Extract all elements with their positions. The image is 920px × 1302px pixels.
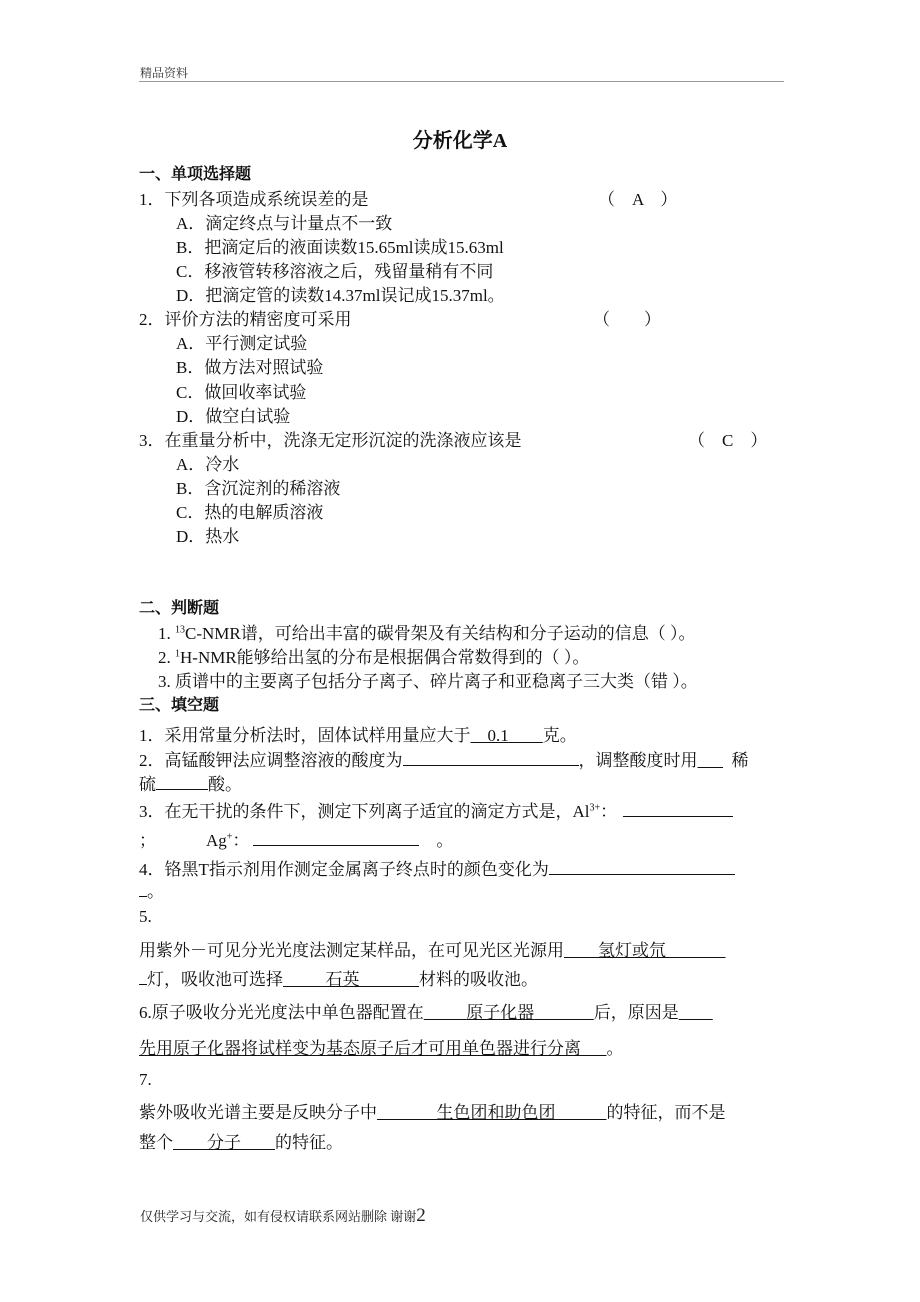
fill-q7-line-2 [139, 1128, 343, 1153]
fill-q3-ag: Ag [206, 831, 227, 850]
fill-q6-answer-1 [424, 1003, 594, 1022]
question-1-answer: （ A ） [598, 190, 678, 209]
question-1-option-d: D．把滴定管的读数14.37ml误记成15.37ml。 [176, 286, 505, 305]
page-header-label: 精品资料 [140, 66, 189, 80]
fill-q4-suffix: 。 [147, 882, 164, 901]
fill-q2-answer-part-1: 稀 [731, 751, 749, 770]
fill-q5-blank-lead [139, 970, 147, 985]
tf-item-1-number: 1. [158, 624, 171, 643]
fill-q5-suffix: 材料的吸收池。 [419, 970, 538, 989]
fill-q3-blank-al [623, 802, 733, 817]
fill-q5-answer-1 [564, 941, 726, 960]
page-number: 2 [416, 1205, 426, 1226]
tf-item-1-sup: 13 [175, 624, 185, 636]
fill-q3-blank-ag [253, 831, 419, 846]
fill-q5-line-2 [139, 965, 538, 990]
fill-q7-number: 7. [139, 1070, 152, 1089]
fill-q3 [139, 797, 733, 822]
fill-q6-text-2: 后，原因是 [593, 1003, 679, 1022]
tf-item-3-text: 质谱中的主要离子包括分子离子、碎片离子和亚稳离子三大类（错 ）。 [175, 672, 698, 691]
fill-q3-line-2 [139, 826, 453, 851]
fill-q2-blank-2 [156, 775, 208, 790]
tf-item-3-number: 3. [158, 672, 171, 691]
question-3-option-b: B．含沉淀剂的稀溶液 [176, 479, 341, 498]
fill-q6-answer-1-value: 原子化器 [466, 1003, 535, 1022]
section-heading-multiple-choice: 一、单项选择题 [139, 166, 252, 183]
question-1-stem: 1．下列各项造成系统误差的是 [139, 190, 369, 209]
fill-q7-text-3: 整个 [139, 1133, 173, 1152]
page-title: 分析化学A [412, 130, 508, 152]
fill-q3-suffix: 。 [436, 831, 454, 850]
fill-q7-text: 紫外吸收光谱主要是反映分子中 [139, 1103, 377, 1122]
fill-q7-suffix: 的特征。 [275, 1133, 343, 1152]
tf-item-2 [158, 643, 589, 668]
tf-item-2-text: H-NMR能够给出氢的分布是根据偶合常数得到的（ ）。 [180, 648, 590, 667]
fill-q3-sup-al: 3+ [589, 802, 601, 814]
question-3-option-c: C．热的电解质溶液 [176, 503, 324, 522]
fill-q6-answer-2-value: 先用原子化器将试样变为基态原子后才可用单色器进行分离 [139, 1039, 581, 1058]
question-3-option-a: A．冷水 [176, 455, 240, 474]
fill-q2 [139, 746, 749, 771]
question-2-option-c: C．做回收率试验 [176, 383, 307, 402]
tf-item-3 [158, 667, 698, 692]
fill-q3-text: 3．在无干扰的条件下，测定下列离子适宜的滴定方式是，Al [139, 802, 590, 821]
tf-item-1 [158, 619, 695, 644]
fill-q3-colon-2: ： [232, 831, 250, 850]
fill-q3-sup-ag: + [226, 831, 233, 843]
tf-item-2-sup: 1 [175, 648, 180, 660]
fill-q1-answer [471, 726, 543, 745]
fill-q1-suffix: 克。 [542, 726, 577, 745]
fill-q4-line-2 [139, 877, 164, 902]
fill-q2-line-2 [139, 770, 242, 795]
fill-q5-text-2: 灯，吸收池可选择 [147, 970, 283, 989]
question-2-stem: 2．评价方法的精密度可采用 [139, 310, 352, 329]
question-2-option-a: A．平行测定试验 [176, 334, 308, 353]
fill-q6-line-2 [139, 1034, 624, 1059]
question-2-option-b: B．做方法对照试验 [176, 358, 324, 377]
fill-q4-text: 4．铬黑T指示剂用作测定金属离子终点时的颜色变化为 [139, 860, 549, 879]
fill-q7-answer-2 [173, 1133, 275, 1152]
fill-q3-colon-1: ： [600, 802, 618, 821]
question-1-option-a: A．滴定终点与计量点不一致 [176, 214, 393, 233]
fill-q2-suffix: 酸。 [208, 775, 242, 794]
header-divider [139, 81, 784, 82]
fill-q1-text: 1．采用常量分析法时，固体试样用量应大于 [139, 726, 471, 745]
fill-q5-number: 5. [139, 907, 152, 926]
question-3-answer: （ C ） [688, 431, 768, 450]
question-3-stem: 3．在重量分析中，洗涤无定形沉淀的洗涤液应该是 [139, 431, 522, 450]
fill-q2-blank-1 [403, 751, 579, 766]
fill-q2-answer-1 [698, 751, 724, 770]
fill-q7-text-2: 的特征，而不是 [606, 1103, 726, 1122]
fill-q7-answer-2-value: 分子 [207, 1133, 241, 1152]
question-3-option-d: D．热水 [176, 527, 240, 546]
fill-q7-answer-1-value: 生色团和助色团 [436, 1103, 556, 1122]
fill-q4-blank [549, 860, 735, 875]
tf-item-1-text: C-NMR谱，可给出丰富的碳骨架及有关结构和分子运动的信息（ ）。 [185, 624, 696, 643]
section-heading-true-false: 二、判断题 [139, 600, 220, 617]
fill-q6-answer-2-start [679, 1003, 713, 1022]
fill-q6 [139, 998, 713, 1023]
page-footer [140, 1205, 426, 1227]
fill-q2-text-2: ，调整酸度时用 [578, 751, 698, 770]
fill-q5-answer-2-value: 石英 [325, 970, 360, 989]
fill-q1 [139, 721, 577, 746]
question-1-option-c: C．移液管转移溶液之后，残留量稍有不同 [176, 262, 494, 281]
question-1-option-b: B．把滴定后的液面读数15.65ml读成15.63ml [176, 238, 504, 257]
fill-q5-answer-2 [283, 970, 419, 989]
fill-q6-text: 6.原子吸收分光光度法中单色器配置在 [139, 1003, 424, 1022]
question-2-answer: （ ） [593, 310, 661, 329]
section-heading-fill-in: 三、填空题 [139, 697, 220, 714]
tf-item-2-number: 2. [158, 648, 171, 667]
fill-q6-suffix: 。 [606, 1039, 624, 1058]
fill-q1-answer-value: 0.1 [487, 726, 509, 745]
footer-text: 仅供学习与交流，如有侵权请联系网站删除 谢谢 [140, 1209, 417, 1224]
fill-q4-blank-2 [139, 882, 147, 897]
fill-q6-answer-2-end [581, 1039, 607, 1058]
fill-q3-semicolon: ； [139, 831, 156, 850]
question-2-option-d: D．做空白试验 [176, 407, 291, 426]
fill-q7-answer-1 [377, 1103, 607, 1122]
fill-q5 [139, 936, 726, 961]
fill-q7 [139, 1098, 726, 1123]
fill-q5-text: 用紫外－可见分光光度法测定某样品，在可见光区光源用 [139, 941, 564, 960]
fill-q2-text: 2．高锰酸钾法应调整溶液的酸度为 [139, 751, 403, 770]
fill-q2-answer-part-2: 硫 [139, 775, 156, 794]
fill-q5-answer-1-value: 氢灯或氘 [598, 941, 666, 960]
fill-q4 [139, 855, 735, 880]
